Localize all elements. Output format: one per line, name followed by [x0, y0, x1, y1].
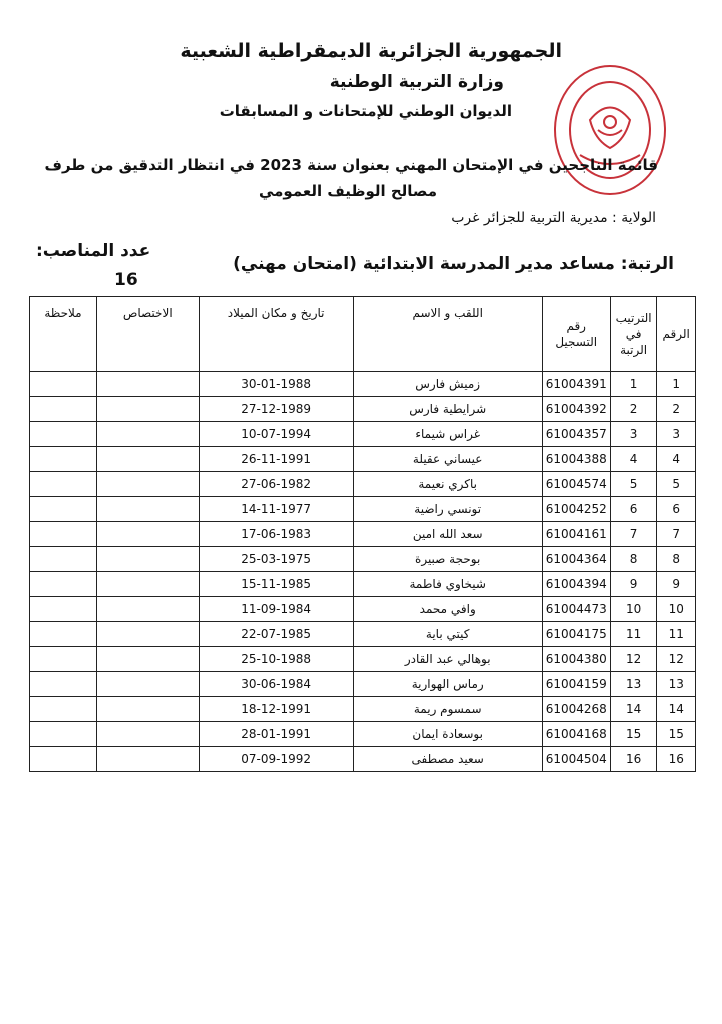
cell-rank: 15: [610, 722, 657, 747]
cell-note: [30, 497, 97, 522]
cell-note: [30, 372, 97, 397]
cell-birth: 27-12-1989: [199, 397, 353, 422]
cell-num: 3: [657, 422, 696, 447]
cell-name: وافي محمد: [353, 597, 542, 622]
cell-registration: 61004388: [542, 447, 610, 472]
cell-specialty: [96, 397, 199, 422]
cell-name: شيخاوي فاطمة: [353, 572, 542, 597]
cell-registration: 61004574: [542, 472, 610, 497]
cell-birth: 25-03-1975: [199, 547, 353, 572]
table-row: [30, 472, 696, 497]
cell-rank: 12: [610, 647, 657, 672]
cell-name: بوسعادة ايمان: [353, 722, 542, 747]
cell-registration: 61004161: [542, 522, 610, 547]
cell-specialty: [96, 497, 199, 522]
cell-num: 12: [657, 647, 696, 672]
cell-name: عيساني عقيلة: [353, 447, 542, 472]
cell-registration: 61004392: [542, 397, 610, 422]
col-header-birth: تاريخ و مكان الميلاد: [199, 297, 353, 372]
title-line-1: قائمة الناجحين في الإمتحان المهني بعنوان سنة 2023 في انتظار التدقيق من طرف: [44, 156, 658, 174]
table-row: [30, 622, 696, 647]
cell-num: 2: [657, 397, 696, 422]
header-office: الديوان الوطني للإمتحانات و المسابقات: [219, 102, 512, 120]
table-row: [30, 497, 696, 522]
cell-num: 15: [657, 722, 696, 747]
cell-specialty: [96, 747, 199, 772]
table-row: [30, 372, 696, 397]
table-row: [30, 647, 696, 672]
cell-specialty: [96, 647, 199, 672]
table-row: [30, 572, 696, 597]
cell-registration: 61004168: [542, 722, 610, 747]
cell-note: [30, 647, 97, 672]
cell-rank: 4: [610, 447, 657, 472]
candidates-table: [29, 296, 696, 772]
table-row: [30, 672, 696, 697]
cell-name: كيتي باية: [353, 622, 542, 647]
cell-birth: 26-11-1991: [199, 447, 353, 472]
cell-rank: 3: [610, 422, 657, 447]
cell-registration: 61004380: [542, 647, 610, 672]
cell-note: [30, 697, 97, 722]
cell-num: 14: [657, 697, 696, 722]
cell-note: [30, 447, 97, 472]
cell-birth: 11-09-1984: [199, 597, 353, 622]
cell-rank: 5: [610, 472, 657, 497]
cell-specialty: [96, 622, 199, 647]
cell-num: 7: [657, 522, 696, 547]
cell-specialty: [96, 697, 199, 722]
cell-note: [30, 422, 97, 447]
cell-note: [30, 622, 97, 647]
cell-note: [30, 572, 97, 597]
cell-birth: 14-11-1977: [199, 497, 353, 522]
cell-specialty: [96, 572, 199, 597]
cell-rank: 2: [610, 397, 657, 422]
cell-num: 10: [657, 597, 696, 622]
cell-num: 11: [657, 622, 696, 647]
cell-birth: 28-01-1991: [199, 722, 353, 747]
cell-registration: 61004268: [542, 697, 610, 722]
cell-birth: 07-09-1992: [199, 747, 353, 772]
table-row: [30, 447, 696, 472]
cell-rank: 6: [610, 497, 657, 522]
cell-specialty: [96, 722, 199, 747]
wilaya-label: الولاية : مديرية التربية للجزائر غرب: [451, 210, 656, 226]
cell-registration: 61004364: [542, 547, 610, 572]
cell-registration: 61004473: [542, 597, 610, 622]
cell-name: رماس الهوارية: [353, 672, 542, 697]
cell-num: 5: [657, 472, 696, 497]
cell-name: سعد الله امين: [353, 522, 542, 547]
cell-rank: 11: [610, 622, 657, 647]
cell-birth: 27-06-1982: [199, 472, 353, 497]
table-row: [30, 522, 696, 547]
cell-rank: 9: [610, 572, 657, 597]
cell-registration: 61004175: [542, 622, 610, 647]
title-line-2: مصالح الوظيف العمومي: [258, 182, 437, 200]
cell-birth: 17-06-1983: [199, 522, 353, 547]
cell-name: بوحجة صبيرة: [353, 547, 542, 572]
cell-specialty: [96, 372, 199, 397]
cell-registration: 61004159: [542, 672, 610, 697]
cell-note: [30, 547, 97, 572]
cell-rank: 7: [610, 522, 657, 547]
cell-note: [30, 722, 97, 747]
table-row: [30, 397, 696, 422]
cell-specialty: [96, 547, 199, 572]
header-ministry: وزارة التربية الوطنية: [329, 72, 504, 92]
cell-num: 1: [657, 372, 696, 397]
header-republic: الجمهورية الجزائرية الديمقراطية الشعبية: [180, 40, 562, 62]
table-row: [30, 597, 696, 622]
cell-name: سمسوم ريمة: [353, 697, 542, 722]
cell-rank: 1: [610, 372, 657, 397]
cell-birth: 25-10-1988: [199, 647, 353, 672]
cell-rank: 14: [610, 697, 657, 722]
cell-name: بوهالي عبد القادر: [353, 647, 542, 672]
cell-note: [30, 672, 97, 697]
posts-count-value: 16: [114, 270, 138, 290]
cell-rank: 16: [610, 747, 657, 772]
cell-registration: 61004252: [542, 497, 610, 522]
col-header-rank: الترتيب في الرتبة: [610, 297, 657, 372]
table-row: [30, 422, 696, 447]
cell-num: 16: [657, 747, 696, 772]
cell-registration: 61004504: [542, 747, 610, 772]
cell-specialty: [96, 672, 199, 697]
cell-note: [30, 522, 97, 547]
cell-num: 6: [657, 497, 696, 522]
cell-name: باكري نعيمة: [353, 472, 542, 497]
cell-specialty: [96, 597, 199, 622]
cell-name: سعيد مصطفى: [353, 747, 542, 772]
cell-note: [30, 597, 97, 622]
cell-note: [30, 397, 97, 422]
cell-registration: 61004394: [542, 572, 610, 597]
cell-birth: 15-11-1985: [199, 572, 353, 597]
cell-rank: 8: [610, 547, 657, 572]
cell-rank: 10: [610, 597, 657, 622]
table-row: [30, 547, 696, 572]
official-stamp: [550, 60, 670, 200]
cell-specialty: [96, 522, 199, 547]
col-header-name: اللقب و الاسم: [353, 297, 542, 372]
cell-registration: 61004391: [542, 372, 610, 397]
cell-num: 4: [657, 447, 696, 472]
cell-rank: 13: [610, 672, 657, 697]
col-header-note: ملاحظة: [30, 297, 97, 372]
cell-birth: 22-07-1985: [199, 622, 353, 647]
cell-num: 13: [657, 672, 696, 697]
cell-num: 8: [657, 547, 696, 572]
cell-name: زميش فارس: [353, 372, 542, 397]
cell-birth: 30-01-1988: [199, 372, 353, 397]
table-row: [30, 697, 696, 722]
table-row: [30, 722, 696, 747]
cell-num: 9: [657, 572, 696, 597]
table-header-row: [30, 297, 696, 372]
cell-birth: 30-06-1984: [199, 672, 353, 697]
col-header-specialty: الاختصاص: [96, 297, 199, 372]
posts-count-label: عدد المناصب:: [36, 241, 151, 261]
cell-birth: 10-07-1994: [199, 422, 353, 447]
cell-specialty: [96, 472, 199, 497]
cell-note: [30, 747, 97, 772]
rank-title: الرتبة: مساعد مدير المدرسة الابتدائية (امتحان مهني): [233, 254, 674, 274]
cell-name: غراس شيماء: [353, 422, 542, 447]
cell-note: [30, 472, 97, 497]
cell-name: تونسي راضية: [353, 497, 542, 522]
cell-name: شرايطية فارس: [353, 397, 542, 422]
col-header-num: الرقم: [657, 297, 696, 372]
table-row: [30, 747, 696, 772]
cell-registration: 61004357: [542, 422, 610, 447]
cell-specialty: [96, 447, 199, 472]
col-header-registration: رقم التسجيل: [542, 297, 610, 372]
cell-specialty: [96, 422, 199, 447]
cell-birth: 18-12-1991: [199, 697, 353, 722]
